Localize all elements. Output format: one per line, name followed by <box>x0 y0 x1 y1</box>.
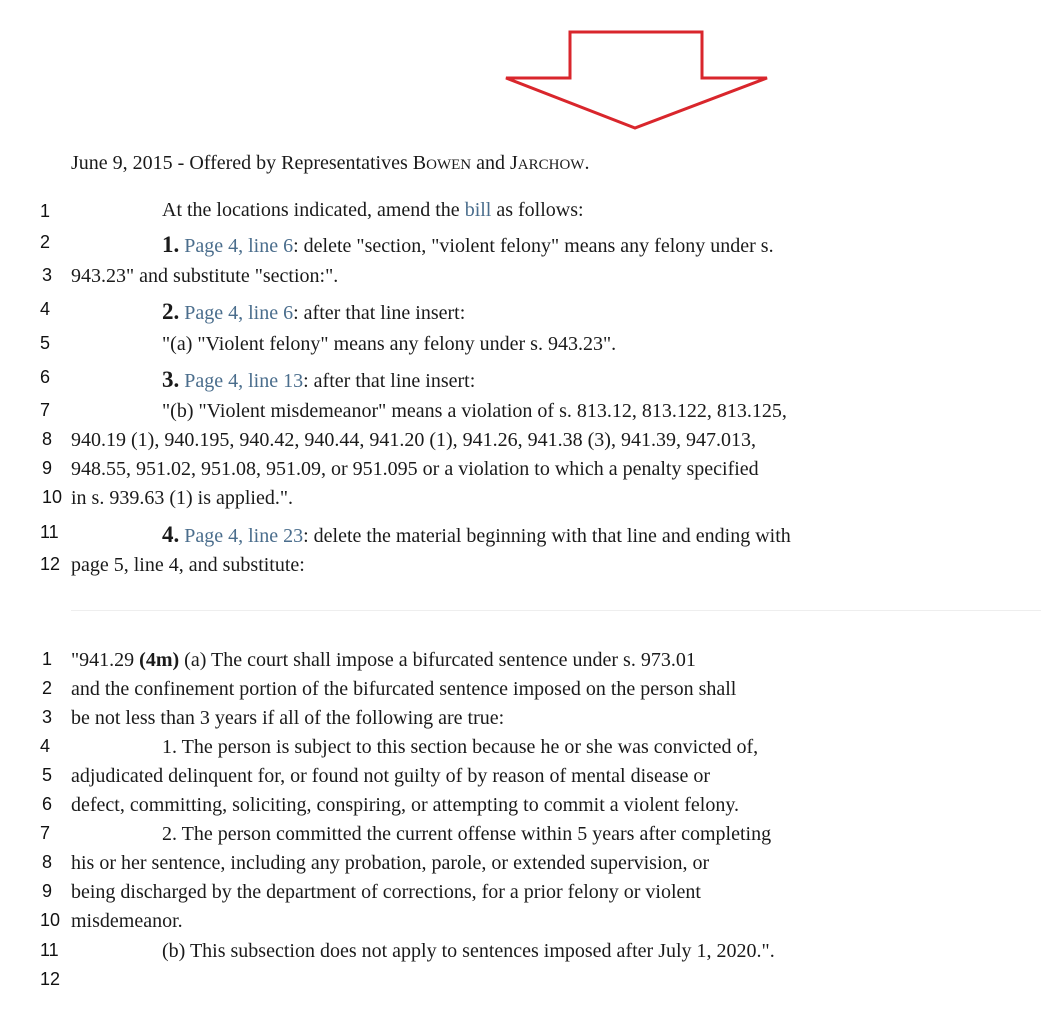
line-number: 9 <box>42 458 53 478</box>
line-number: 12 <box>40 969 61 989</box>
line-number: 5 <box>42 765 53 785</box>
line-number: 4 <box>40 736 51 756</box>
line-number: 2 <box>40 232 51 252</box>
page-line-link[interactable]: Page 4, line 23 <box>184 525 304 547</box>
rep-bowen: BOWEN <box>412 152 472 174</box>
line-number: 11 <box>40 522 59 542</box>
line-number: 10 <box>42 487 63 507</box>
amendment-header: June 9, 2015 - Offered by Representatives BOWEN and JARCHOW. <box>71 152 590 174</box>
line-number: 8 <box>42 429 53 449</box>
line-number: 10 <box>40 910 61 930</box>
line-number: 11 <box>40 940 59 960</box>
line-number: 4 <box>40 299 51 319</box>
line-number: 8 <box>42 852 53 872</box>
line-number: 1 <box>42 649 53 669</box>
page-line-link[interactable]: Page 4, line 6 <box>184 302 294 324</box>
line-number: 7 <box>40 400 51 420</box>
line-number: 5 <box>40 333 51 353</box>
page-separator <box>71 610 1041 611</box>
rep-jarchow: JARCHOW <box>510 152 585 174</box>
line-number: 3 <box>42 265 53 285</box>
line-number: 6 <box>42 794 53 814</box>
bill-link[interactable]: bill <box>464 199 492 221</box>
line-number: 2 <box>42 678 53 698</box>
line-number: 12 <box>40 554 61 574</box>
line-number: 3 <box>42 707 53 727</box>
page-line-link[interactable]: Page 4, line 13 <box>184 370 304 392</box>
down-arrow-outline-icon <box>500 28 775 133</box>
page-line-link[interactable]: Page 4, line 6 <box>184 235 294 257</box>
line-number: 1 <box>40 201 51 221</box>
line-number: 6 <box>40 367 51 387</box>
line-number: 7 <box>40 823 51 843</box>
line-number: 9 <box>42 881 53 901</box>
